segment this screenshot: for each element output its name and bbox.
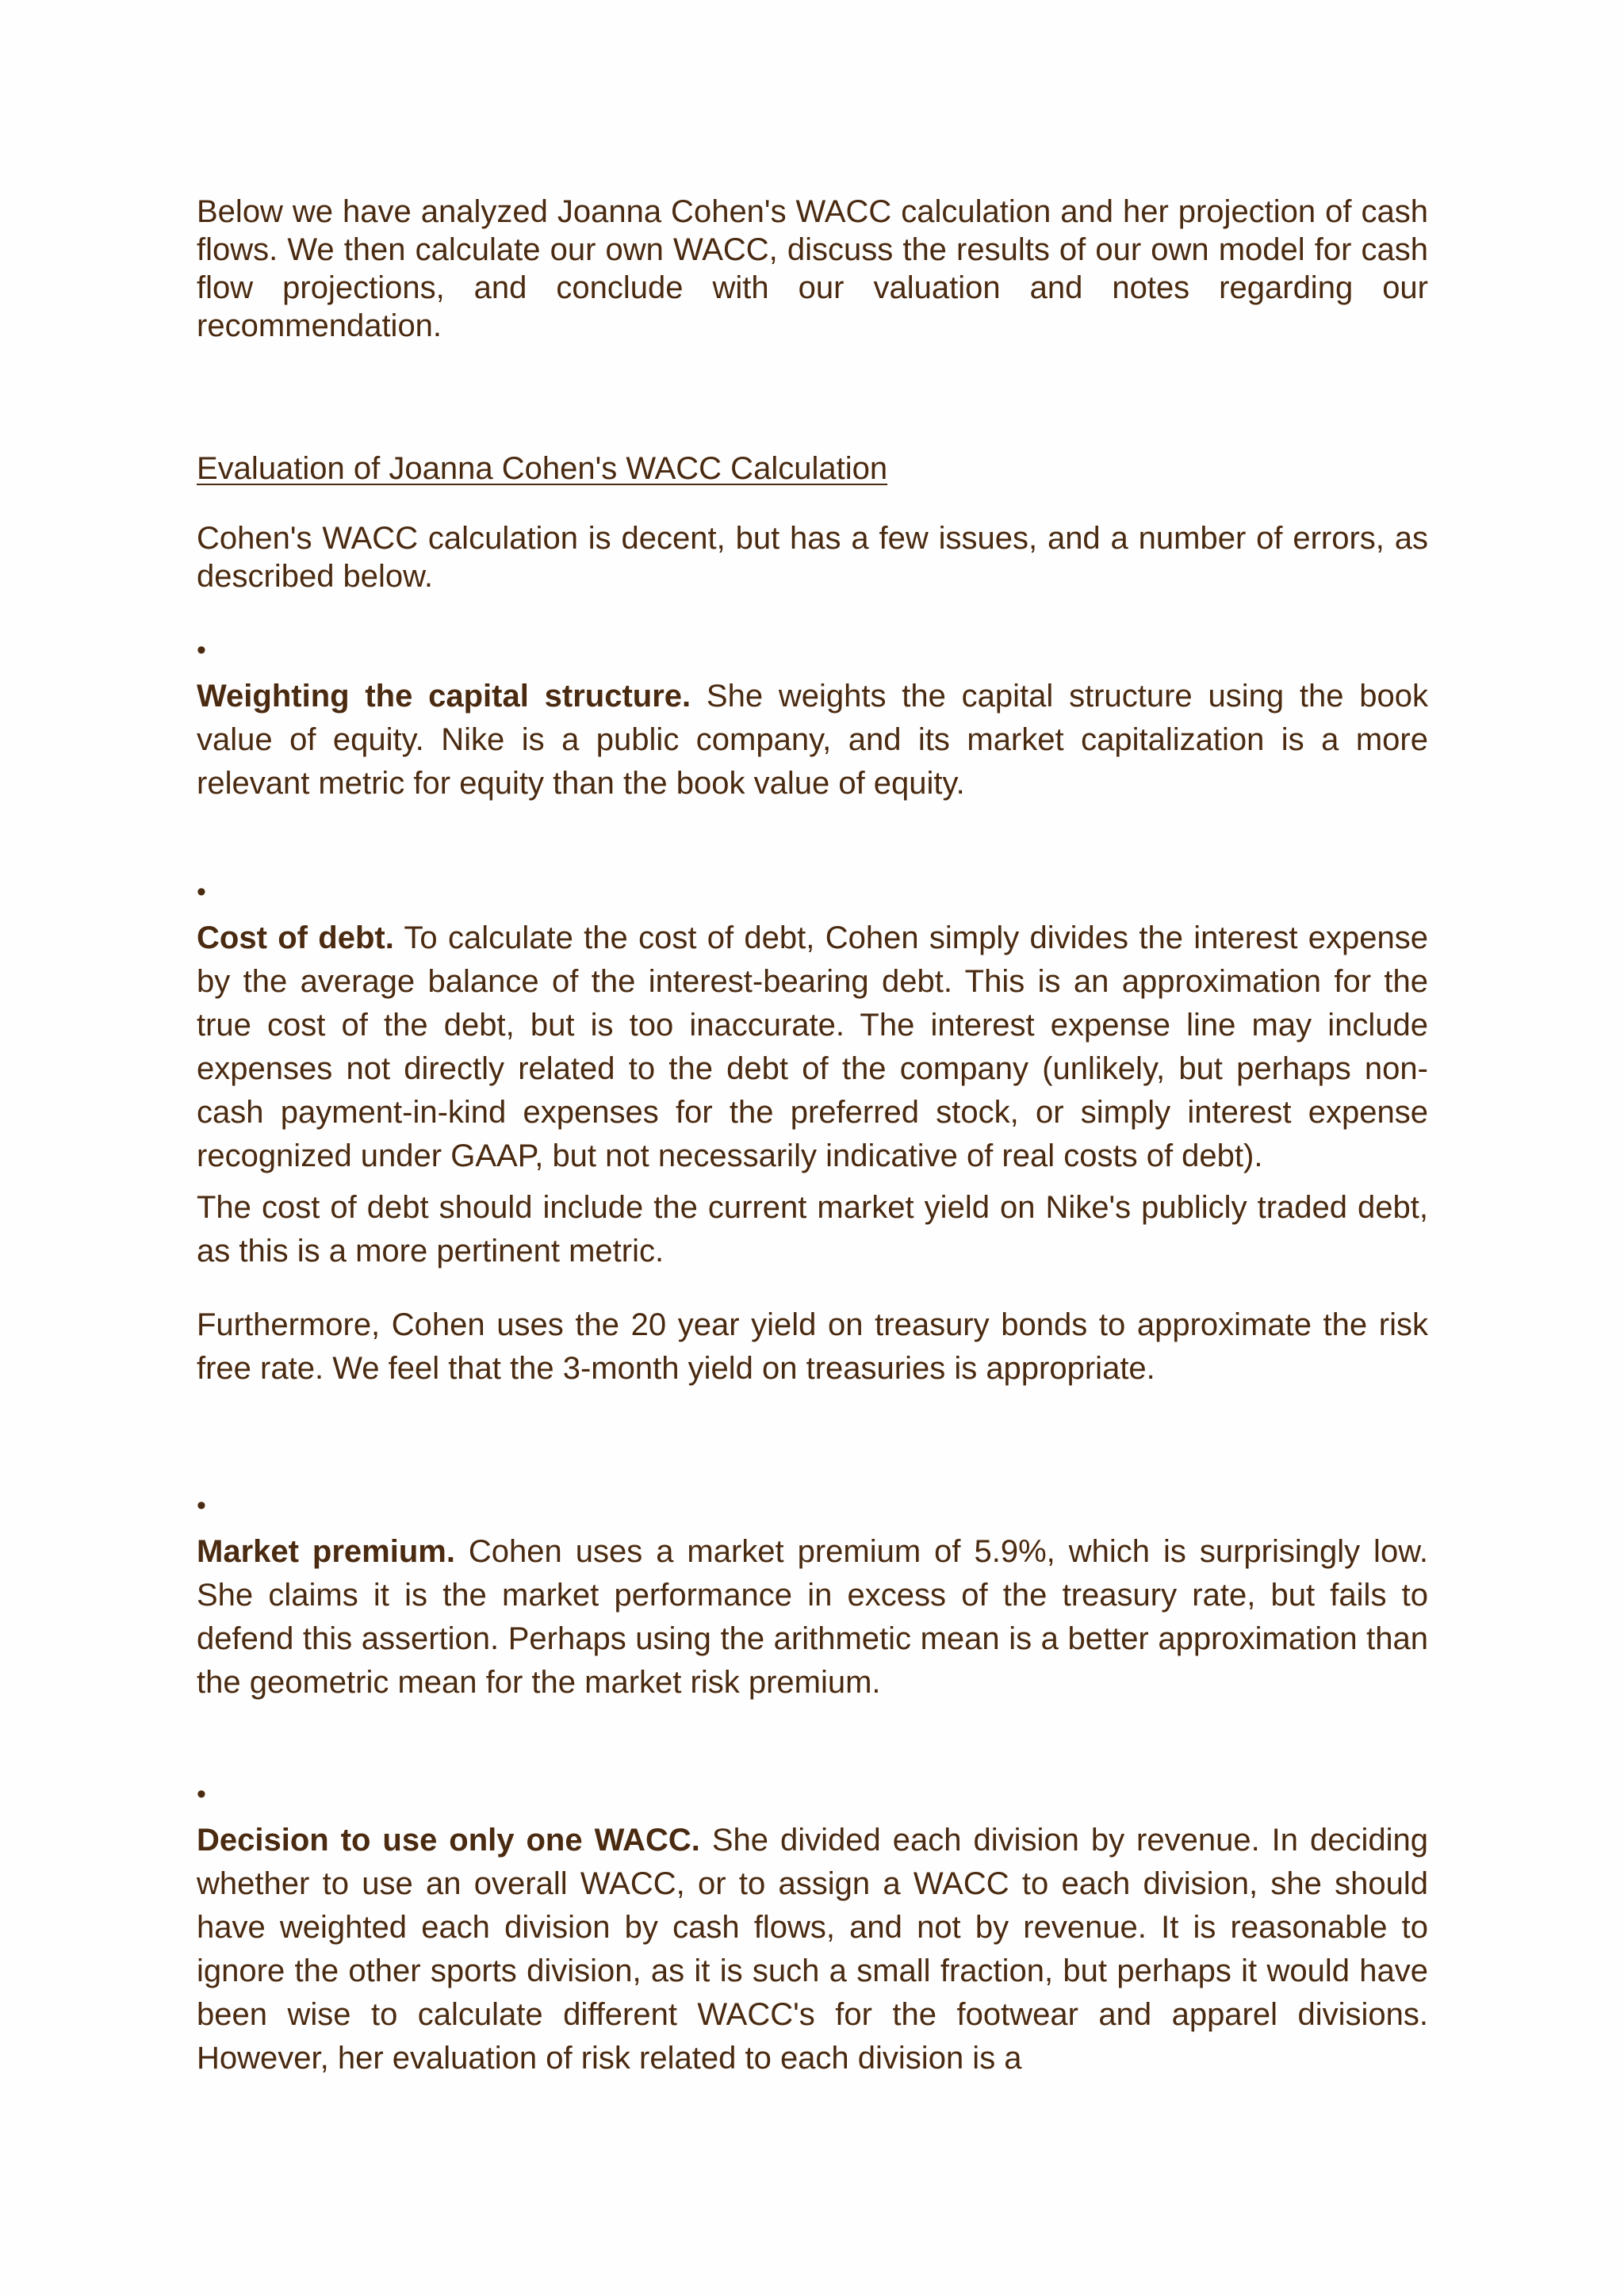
section-heading: Evaluation of Joanna Cohen's WACC Calculation — [197, 451, 888, 486]
item-title: Market premium. — [197, 1534, 455, 1569]
bullet-icon: • — [197, 877, 206, 907]
item-one-wacc-decision — [197, 1819, 1428, 2080]
item-weighting-capital-structure — [197, 675, 1428, 806]
item-title: Decision to use only one WACC. — [197, 1823, 700, 1858]
item-market-premium — [197, 1530, 1428, 1705]
item-text: Cohen uses a market premium of 5.9%, which is surprisingly low. She claims it is the market performance in excess of the treasury rate, but fails to defend this assertion. Perhaps using the arithmetic mean is a better approximation than the geometric mean for the market risk premium. — [197, 1534, 1428, 1700]
cost-of-debt-paragraph-3: Furthermore, Cohen uses the 20 year yield on treasury bonds to approximate the risk free rate. We feel that the 3-month yield on treasuries is appropriate. — [197, 1307, 1428, 1386]
bullet-icon: • — [197, 1490, 206, 1521]
section-lead-paragraph: Cohen's WACC calculation is decent, but has a few issues, and a number of errors, as described below. — [197, 521, 1428, 594]
item-text: To calculate the cost of debt, Cohen simply divides the interest expense by the average balance of the interest-bearing debt. This is an approximation for the true cost of the debt, but is too inaccurate. The interest expense line may include expenses not directly related to the debt of the company (unlikely, but perhaps non-cash payment-in-kind expenses for the preferred stock, or simply interest expense recognized under GAAP, but not necessarily indicative of real costs of debt). — [197, 920, 1428, 1173]
item-text: She weights the capital structure using the book value of equity. Nike is a public company, and its market capitalization is a more relevant metric for equity than the book value of equity. — [197, 679, 1428, 801]
intro-paragraph: Below we have analyzed Joanna Cohen's WACC calculation and her projection of cash flows. We then calculate our own WACC, discuss the results of our own model for cash flow projections, and conclude with our valuation and notes regarding our recommendation. — [197, 194, 1428, 343]
cost-of-debt-paragraph-2: The cost of debt should include the current market yield on Nike's publicly traded debt, as this is a more pertinent metric. — [197, 1190, 1428, 1269]
item-cost-of-debt — [197, 916, 1428, 1178]
item-text: She divided each division by revenue. In deciding whether to use an overall WACC, or to assign a WACC to each division, she should have weighted each division by cash flows, and not by revenue. It is reasonable to ignore the other sports division, as it is such a small fraction, but perhaps it would have been wise to calculate different WACC's for the footwear and apparel divisions. However, her evaluation of risk related to each division is a — [197, 1823, 1428, 2076]
item-title: Cost of debt. — [197, 920, 394, 955]
item-title: Weighting the capital structure. — [197, 679, 691, 714]
document-body — [197, 193, 1428, 2080]
bullet-icon: • — [197, 635, 206, 665]
bullet-icon: • — [197, 1779, 206, 1809]
